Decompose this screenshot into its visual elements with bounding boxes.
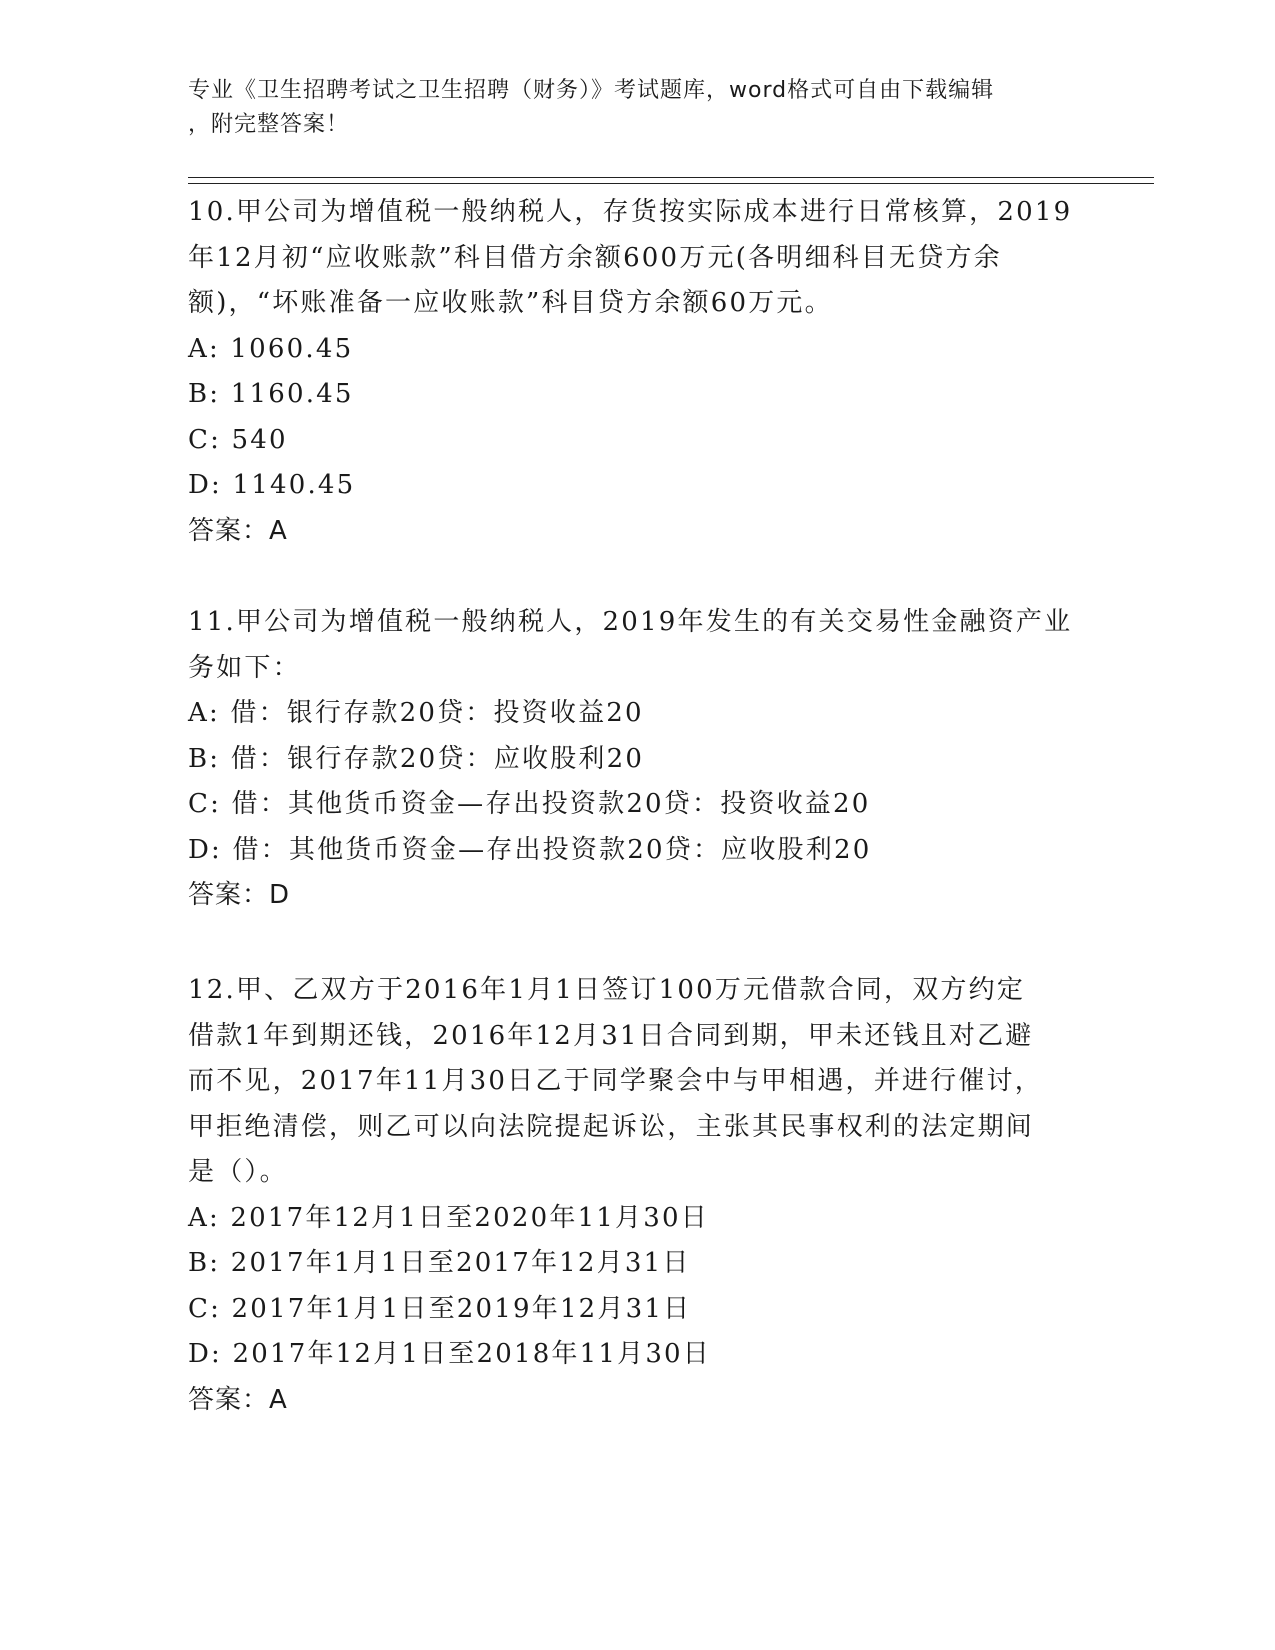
answer-line: 答案：D bbox=[188, 880, 291, 910]
stem-line: 务如下： bbox=[188, 652, 301, 683]
header-line-1: 专业《卫生招聘考试之卫生招聘（财务）》考试题库，word格式可自由下载编辑 bbox=[188, 78, 995, 103]
stem-line: 是（）。 bbox=[188, 1157, 288, 1187]
question-stem bbox=[188, 190, 1088, 327]
answer-line: 答案：A bbox=[188, 1384, 288, 1415]
stem-line: 而不见，2017年11月30日乙于同学聚会中与甲相遇，并进行催讨， bbox=[188, 1066, 1043, 1096]
option-d: D: 2017年12月1日至2018年11月30日 bbox=[188, 1339, 712, 1369]
question-stem bbox=[188, 600, 1088, 691]
header-line-2: ，附完整答案！ bbox=[188, 112, 350, 137]
option-a: A: 1060.45 bbox=[188, 333, 354, 364]
question-11 bbox=[188, 600, 1088, 919]
document-header bbox=[188, 74, 1068, 142]
answer-line: 答案：A bbox=[188, 515, 288, 546]
option-d: D: 借：其他货币资金—存出投资款20贷：应收股利20 bbox=[188, 834, 872, 865]
option-c: C: 2017年1月1日至2019年12月31日 bbox=[188, 1293, 692, 1324]
option-b: B: 借：银行存款20贷：应收股利20 bbox=[188, 743, 645, 774]
stem-line: 10.甲公司为增值税一般纳税人，存货按实际成本进行日常核算，2019 bbox=[188, 197, 1073, 227]
stem-line: 额)，“坏账准备一应收账款”科目贷方余额60万元。 bbox=[188, 288, 833, 318]
stem-line: 年12月初“应收账款”科目借方余额600万元(各明细科目无贷方余 bbox=[188, 242, 1002, 273]
header-divider-top bbox=[188, 177, 1154, 178]
stem-line: 借款1年到期还钱，2016年12月31日合同到期，甲未还钱且对乙避 bbox=[188, 1020, 1034, 1051]
stem-line: 12.甲、乙双方于2016年1月1日签订100万元借款合同，双方约定 bbox=[188, 975, 1026, 1005]
header-divider-bottom bbox=[188, 183, 1154, 184]
option-c: C: 借：其他货币资金—存出投资款20贷：投资收益20 bbox=[188, 789, 871, 819]
option-b: B: 2017年1月1日至2017年12月31日 bbox=[188, 1248, 691, 1278]
option-a: A: 2017年12月1日至2020年11月30日 bbox=[188, 1202, 709, 1233]
question-stem bbox=[188, 968, 1088, 1196]
question-10 bbox=[188, 190, 1088, 554]
option-c: C: 540 bbox=[188, 424, 288, 455]
option-a: A: 借：银行存款20贷：投资收益20 bbox=[188, 698, 644, 728]
stem-line: 甲拒绝清偿，则乙可以向法院提起诉讼，主张其民事权利的法定期间 bbox=[188, 1111, 1035, 1142]
question-12 bbox=[188, 968, 1088, 1423]
option-b: B: 1160.45 bbox=[188, 379, 354, 409]
option-d: D: 1140.45 bbox=[188, 470, 356, 500]
stem-line: 11.甲公司为增值税一般纳税人，2019年发生的有关交易性金融资产业 bbox=[188, 607, 1073, 637]
